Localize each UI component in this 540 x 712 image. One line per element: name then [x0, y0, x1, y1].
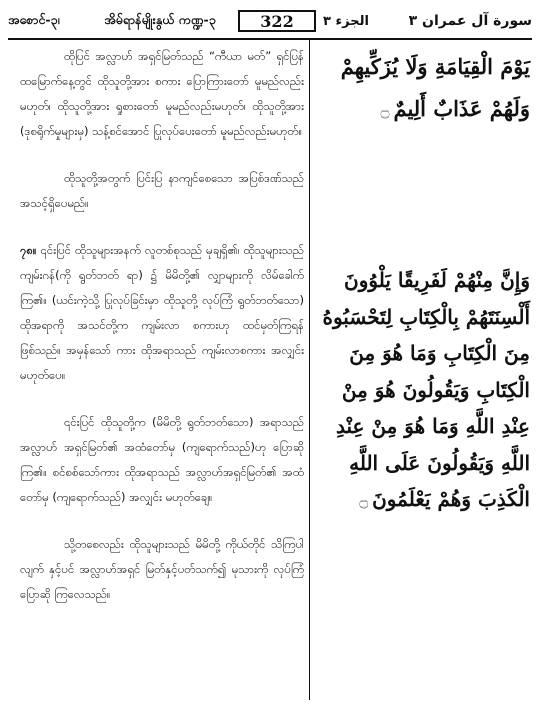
juz-label: الجزء ٣	[323, 13, 369, 29]
arabic-line: الْكِتَابِ وَيَقُولُونَ هُوَ مِنْ	[341, 377, 530, 402]
arabic-line: مِنَ الْكِتَابِ وَمَا هُوَ مِنَ	[349, 341, 530, 365]
arabic-verse-77-end	[318, 46, 530, 132]
arabic-text: وَلَهُمْ عَذَابٌ أَلِيمٌ	[393, 96, 530, 121]
arabic-text: الْكَذِبَ وَهُمْ يَعْلَمُونَ	[372, 487, 530, 511]
column-divider	[309, 40, 310, 700]
surah-title: سورة آل عمران ٣	[408, 13, 532, 29]
arabic-line	[318, 88, 530, 132]
header-rule	[8, 38, 532, 40]
translation-paragraph: ထိုသူတို့အတွက် ပြင်းပြ နာကျင်စေသော အပြစ်ဒဏ်သည် အသင့်ရှိပေမည်။	[20, 171, 304, 210]
translation-paragraph-verse-78	[20, 238, 304, 388]
page-header	[8, 6, 532, 36]
translation-paragraph: ၎င်းပြင် ထိုသူတို့က (မိမိတို့ ရွတ်ဘတ်သော) အရာသည် အလ္လာဟ် အရှင်မြတ်၏ အထံတော်မှ (ကျရောက်သည်)ဟု ပြောဆိုကြ၏။ စင်စစ်သော်ကား ထိုအရာသည် အလ္လာဟ်အရှင်မြတ်၏ အထံတော်မှ (ကျရောက်သည်) အလျှင်း မဟုတ်ချေ။	[20, 415, 304, 504]
arabic-line: وَإِنَّ مِنْهُمْ لَفَرِيقًا يَلْوُونَ	[344, 268, 530, 292]
verse-number: ၇၈။	[20, 243, 37, 257]
arabic-line	[318, 481, 530, 520]
translation-paragraph: သို့တစေလည်း ထိုသူများသည် မိမိတို့ ကိုယ်တိုင် သိကြပါလျက် နှင့်ပင် အလ္လာဟ်အရှင် မြတ်နှင့်ပတ်သက်၍ မုသားကို လုပ်ကြံ ပြောဆို ကြလေသည်။	[20, 537, 304, 601]
arabic-line: عِنْدِ اللَّهِ وَمَا هُوَ مِنْ عِنْدِ	[335, 414, 530, 438]
arabic-line: يَوْمَ الْقِيَامَةِ وَلَا يُزَكِّيهِمْ	[340, 54, 530, 79]
translation-text: ၎င်းပြင် ထိုသူများအနက် လူတစ်စုသည် မုချရှိ၏၊ ထိုသူများသည် ကျမ်းဂန်(ကို ရွတ်ဘတ် ရာ) ၌ မိမိတို့၏ လျှာများကို လိမ်ခေါက်ကြ၏။ (ယင်းကဲ့သို့ ပြုလုပ်ခြင်းမှာ ထိုသူတို့ လုပ်ကြံ ရွတ်ဘတ်သော) ထိုအရာကို အသင်တို့က ကျမ်းလာ စကားဟု ထင်မှတ်ကြရန် ဖြစ်သည်။ အမှန်သော် ကား ထိုအရာသည် ကျမ်းလာစကား အလျှင်း မဟုတ်ပေ။	[20, 243, 304, 382]
translation-paragraph: ထိုပြင် အလ္လာဟ် အရှင်မြတ်သည် “ကီယာ မတ်” ရှင်ပြန် ထမြောက်နေ့တွင် ထိုသူတို့အား စကား ပြောကြားတော် မူမည်လည်းမဟုတ်၊ ထိုသူတို့အား ရှုစားတော် မူမည်လည်းမဟုတ်၊ ထိုသူတို့အား (ဒုစရိုက်မှုများမှ) သန့်စင်အောင် ပြုလုပ်ပေးတော် မူမည်လည်းမဟုတ်။	[20, 49, 304, 138]
ayah-end-icon: ۝	[359, 492, 369, 510]
ayah-end-icon: ۝	[380, 102, 390, 120]
chapter-label: အစောင်-၃၊	[8, 11, 60, 27]
arabic-verse-78	[318, 262, 530, 520]
translation-column	[20, 44, 304, 607]
page-number-box: 322	[238, 10, 316, 32]
section-title: အိမ်ရာန်မျိုးနွယ် ကဏ္ဍ-၃	[104, 11, 216, 27]
arabic-line: اللَّهِ وَيَقُولُونَ عَلَى اللَّهِ	[349, 450, 530, 475]
arabic-line: أَلْسِنَتَهُمْ بِالْكِتَابِ لِتَحْسَبُوهُ	[322, 304, 530, 329]
